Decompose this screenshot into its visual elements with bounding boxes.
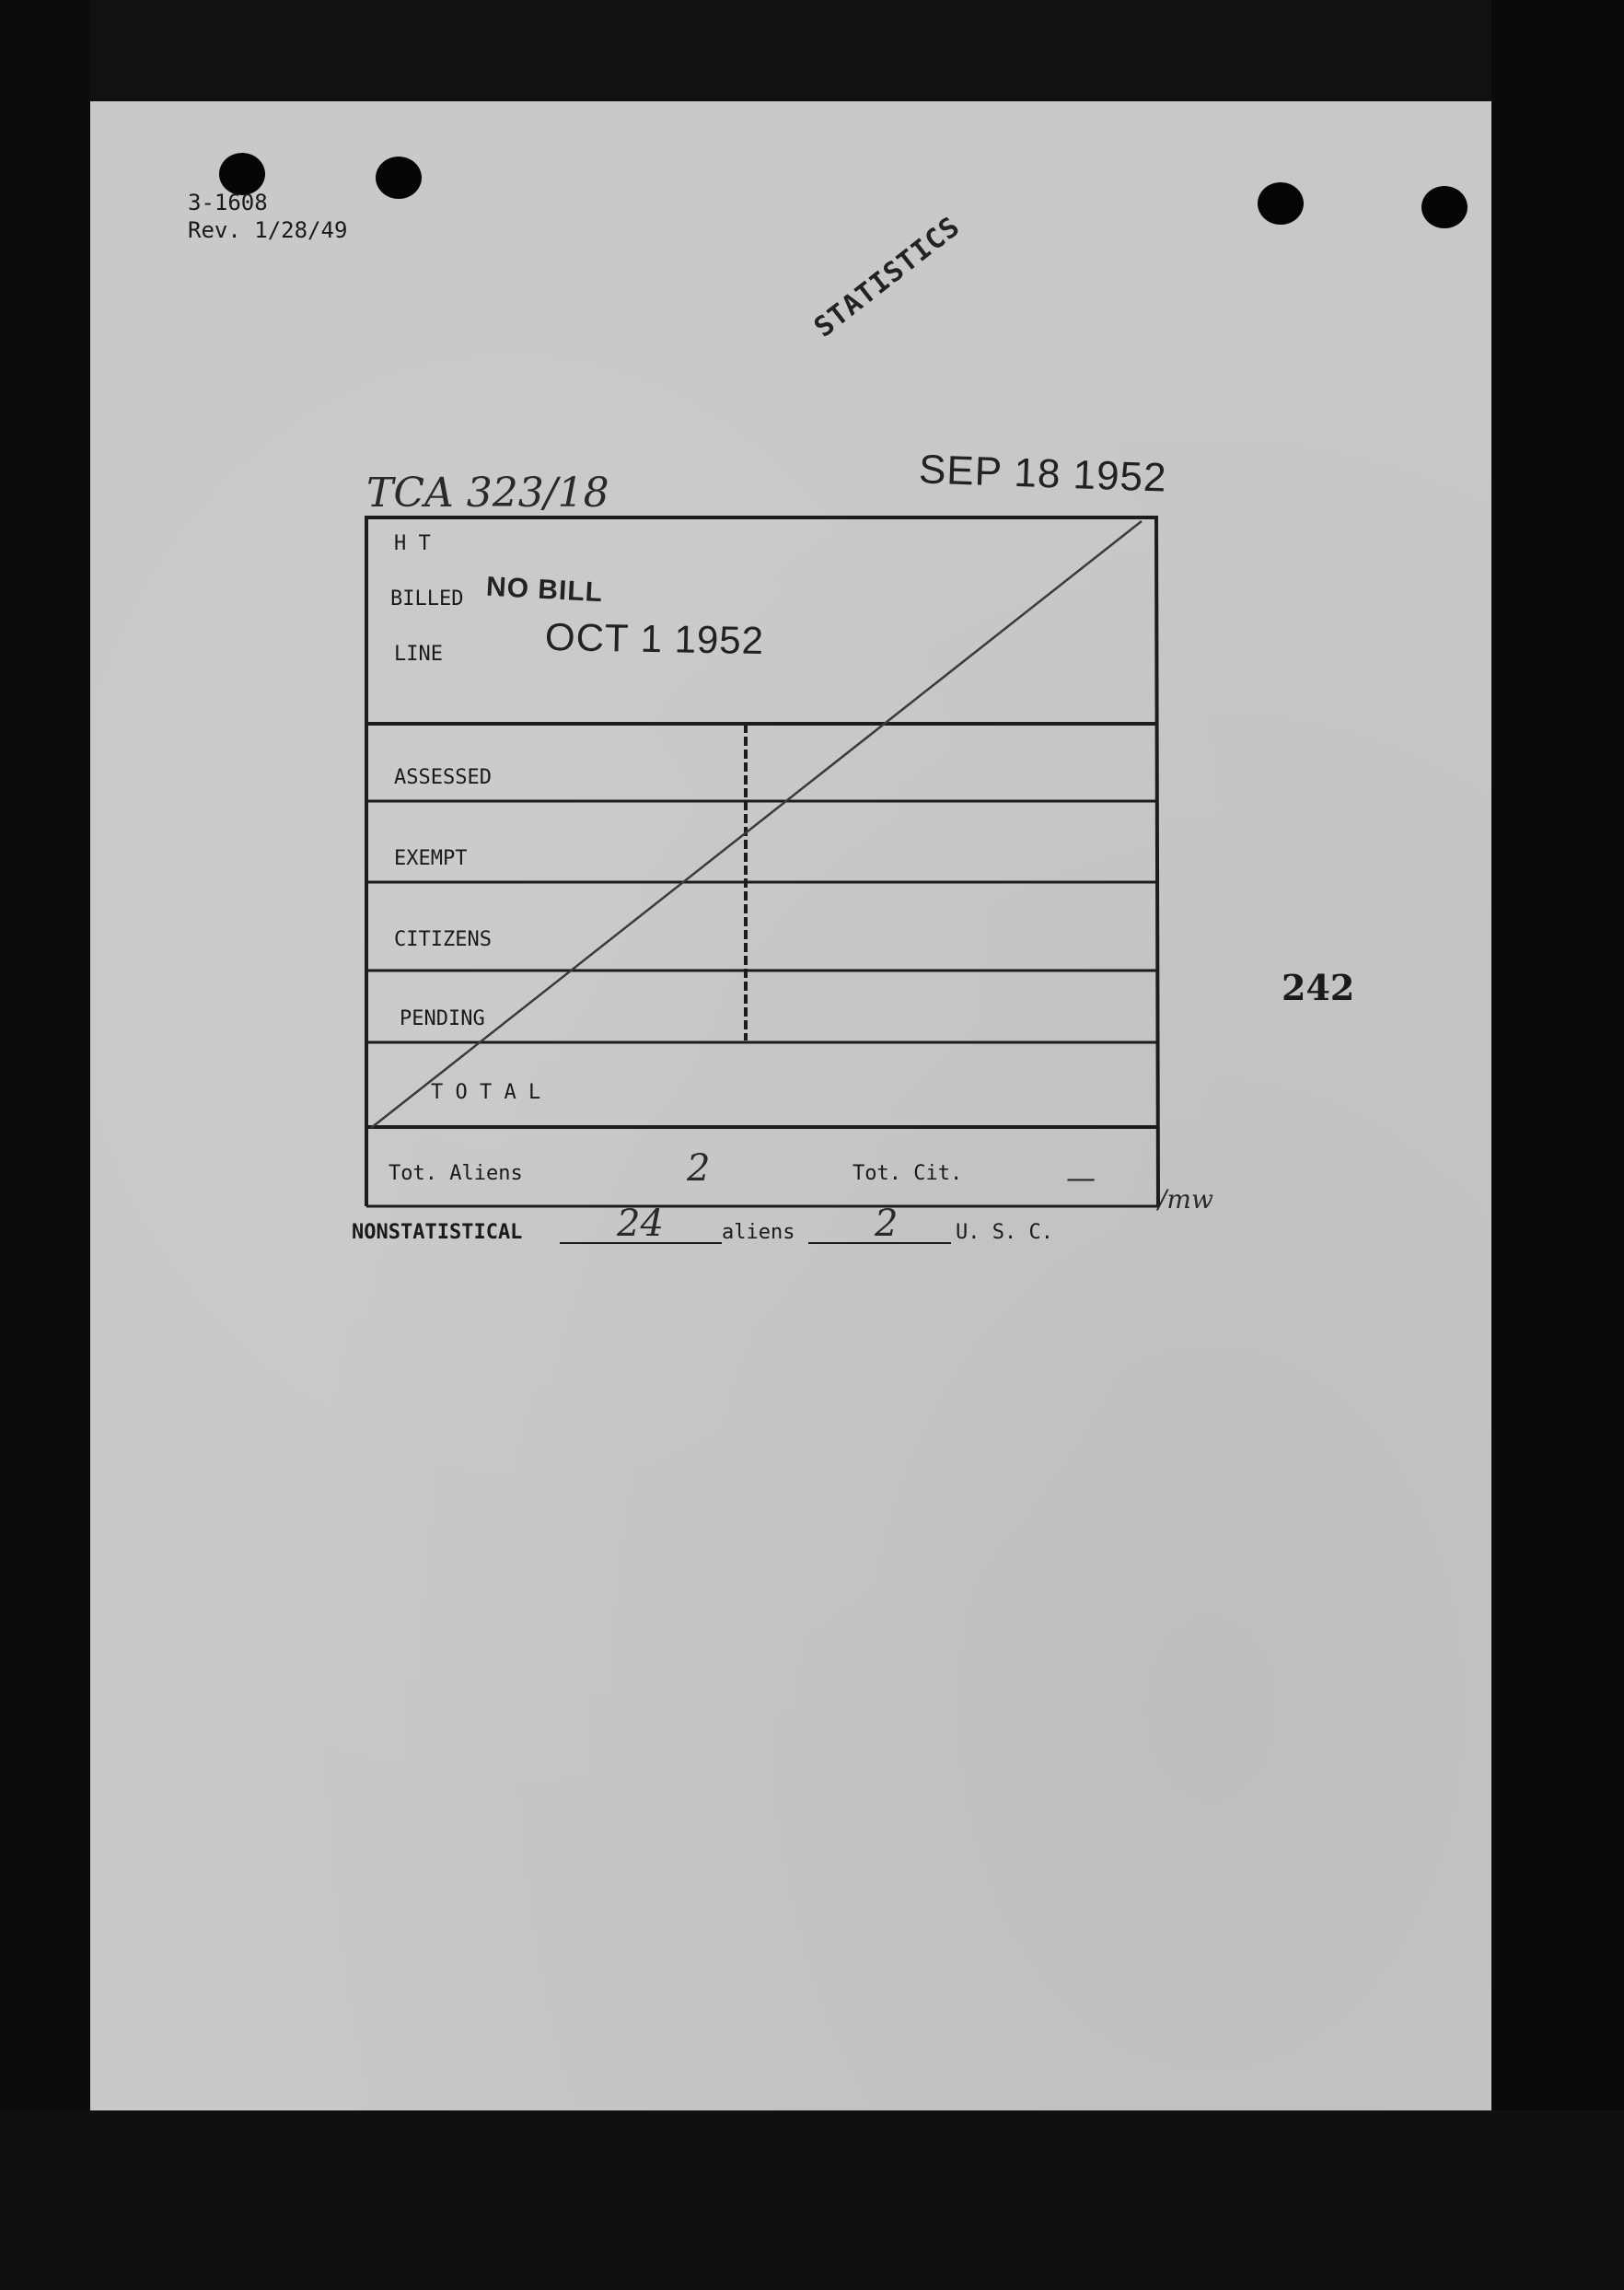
nonstatistical-label: NONSTATISTICAL — [352, 1221, 523, 1244]
tot-aliens-label: Tot. Aliens — [389, 1162, 523, 1185]
pending-label: PENDING — [400, 1007, 485, 1030]
form-revision: Rev. 1/28/49 — [188, 217, 348, 243]
line-label: LINE — [394, 643, 443, 666]
ht-label: H T — [394, 532, 431, 555]
scan-border-right — [1491, 0, 1624, 2290]
total-label: T O T A L — [431, 1081, 541, 1104]
assessed-label: ASSESSED — [394, 766, 492, 789]
aliens-label: aliens — [722, 1221, 795, 1244]
tot-cit-value: — — [1066, 1160, 1096, 1195]
margin-number: 242 — [1282, 967, 1355, 1008]
exempt-label: EXEMPT — [394, 847, 468, 870]
scan-border-bottom — [0, 2110, 1624, 2290]
line-date-stamp: OCT 1 1952 — [544, 614, 765, 663]
nonstatistical-aliens-value: 24 — [617, 1203, 664, 1245]
scan-border-left — [0, 0, 90, 2290]
tot-aliens-value: 2 — [687, 1147, 711, 1190]
tot-cit-label: Tot. Cit. — [853, 1162, 963, 1185]
handwritten-reference: TCA 323/18 — [366, 470, 609, 517]
form-number: 3-1608 — [188, 190, 268, 215]
initials: /mw — [1158, 1184, 1213, 1215]
usc-label: U. S. C. — [956, 1221, 1053, 1244]
document-page — [90, 101, 1491, 2110]
no-bill-stamp: NO BILL — [485, 571, 604, 609]
form-grid — [90, 101, 1491, 1298]
usc-value: 2 — [875, 1203, 899, 1245]
received-date-stamp: SEP 18 1952 — [918, 447, 1168, 501]
billed-label: BILLED — [390, 587, 464, 610]
citizens-label: CITIZENS — [394, 928, 492, 951]
statistics-stamp: STATISTICS — [808, 210, 967, 344]
